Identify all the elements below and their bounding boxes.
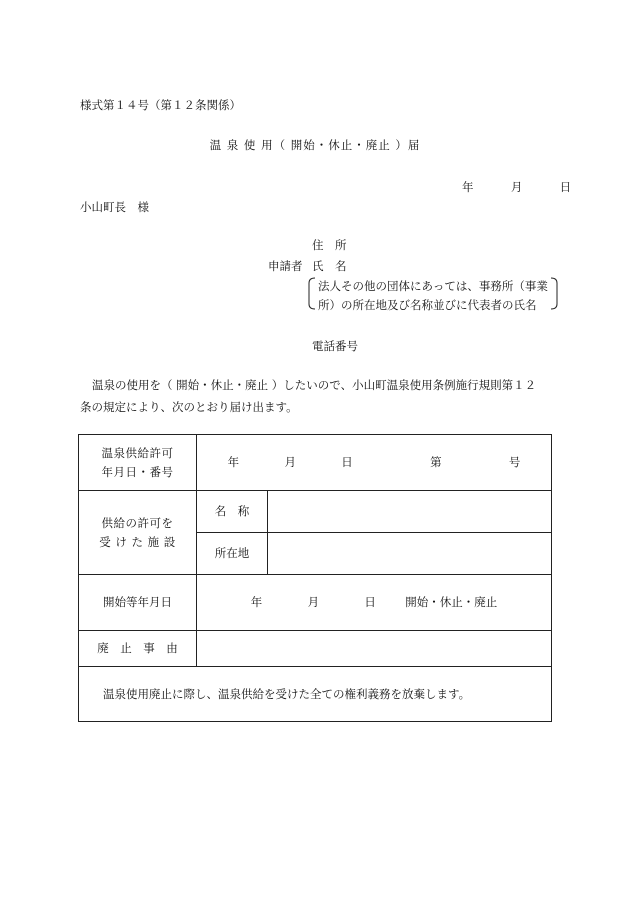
start-day-label: 日 <box>364 595 376 609</box>
table-row <box>79 435 552 491</box>
reason-label: 廃 止 事 由 <box>79 631 197 667</box>
name-label: 氏 名 <box>312 259 347 273</box>
facility-label-cell <box>79 491 197 575</box>
start-date-label: 開始等年月日 <box>79 575 197 631</box>
address-label: 住 所 <box>312 238 347 252</box>
facility-location-field[interactable] <box>268 533 552 575</box>
facility-location-label: 所在地 <box>197 533 268 575</box>
addressee: 小山町長 様 <box>80 200 149 214</box>
date-line <box>462 179 571 195</box>
form-number: 様式第１４号（第１２条関係） <box>80 98 241 112</box>
table-row <box>79 631 552 667</box>
applicant-label: 申請者 <box>268 259 303 273</box>
form-table <box>78 434 552 722</box>
body-text-line2: 条の規定により、次のとおり届け出ます。 <box>80 400 298 414</box>
table-row <box>79 575 552 631</box>
form-title: 温 泉 使 用（ 開始・休止・廃止 ）届 <box>209 138 421 152</box>
permit-label-cell <box>79 435 197 491</box>
phone-label: 電話番号 <box>312 339 358 353</box>
table-row <box>79 667 552 722</box>
date-year-label: 年 <box>462 180 474 194</box>
start-date-value-cell[interactable] <box>197 575 552 631</box>
permit-day-label: 日 <box>341 455 353 469</box>
date-day-label: 日 <box>559 180 572 194</box>
permit-no-prefix: 第 <box>430 455 442 469</box>
permit-month-label: 月 <box>284 455 296 469</box>
table-row <box>79 491 552 533</box>
facility-name-field[interactable] <box>268 491 552 533</box>
applicant-note-line2: 所）の所在地及び名称並びに代表者の氏名 <box>318 298 537 312</box>
permit-label-line1: 温泉供給許可 <box>101 445 174 460</box>
body-text-line1: 温泉の使用を（ 開始・休止・廃止 ）したいので、小山町温泉使用条例施行規則第１２ <box>92 378 537 392</box>
footer-note: 温泉使用廃止に際し、温泉供給を受けた全ての権利義務を放棄します。 <box>79 667 552 722</box>
permit-no-suffix: 号 <box>508 455 521 469</box>
permit-year-label: 年 <box>227 455 240 469</box>
start-year-label: 年 <box>250 595 263 609</box>
start-month-label: 月 <box>307 595 320 609</box>
facility-label-line2: 受 け た 施 設 <box>99 534 176 549</box>
permit-value-cell[interactable] <box>197 435 552 491</box>
facility-label-line1: 供給の許可を <box>101 515 174 530</box>
applicant-note-line1: 法人その他の団体にあっては、事務所（事業 <box>318 279 548 293</box>
start-options: 開始・休止・廃止 <box>405 595 498 609</box>
reason-field[interactable] <box>197 631 552 667</box>
date-month-label: 月 <box>510 180 523 194</box>
facility-name-label: 名 称 <box>197 491 268 533</box>
permit-label-line2: 年月日・番号 <box>101 464 174 479</box>
